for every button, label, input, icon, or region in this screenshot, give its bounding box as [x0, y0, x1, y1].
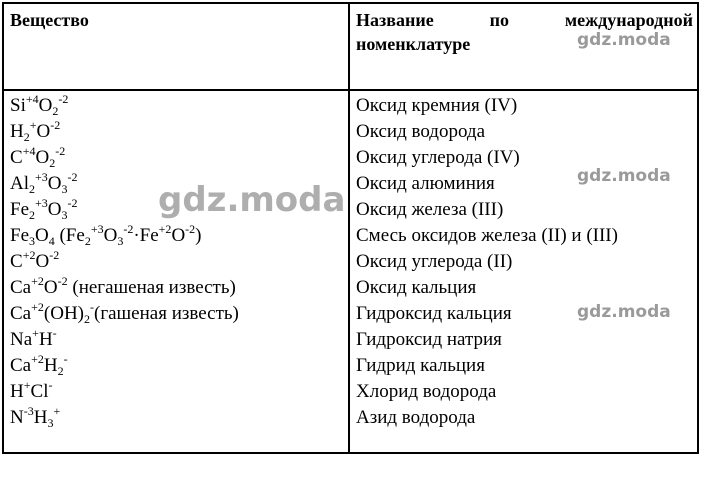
name-row: Оксид углерода (II): [356, 251, 513, 272]
formula-row: $Ca^{+2}H_2^-$: [10, 352, 68, 378]
header-divider: [4, 89, 697, 91]
name-row: Оксид алюминия: [356, 173, 495, 194]
watermark: gdz.moda: [577, 30, 671, 50]
formula-row: H+Cl-: [10, 378, 53, 402]
name-row: Гидроксид кальция: [356, 303, 512, 324]
header-word: Название: [356, 10, 434, 30]
name-row: Оксид углерода (IV): [356, 147, 520, 168]
formula-row: $Fe_2^{+3}O_3^{-2}$: [10, 196, 78, 222]
header-word: международной: [564, 10, 693, 30]
formula-row: $Ca^{+2}(OH)_2^-(гашеная$ известь): [10, 300, 239, 326]
name-row: Азид водорода: [356, 407, 476, 428]
name-row: Оксид железа (III): [356, 199, 504, 220]
formula-row: $H_2^+O^{-2}$: [10, 118, 61, 144]
formula-row: $Ca^{+2}O^{-2}$ (негашеная известь): [10, 274, 236, 298]
name-row: Оксид кальция: [356, 277, 477, 298]
substances-table: [2, 2, 699, 454]
header-word: по: [489, 10, 509, 30]
name-row: Оксид водорода: [356, 121, 486, 142]
formula-column: [10, 93, 239, 431]
name-row: Смесь оксидов железа (II) и (III): [356, 225, 618, 246]
formula-row: Na+H-: [10, 326, 57, 350]
header-name-line2: номенклатуре: [356, 34, 471, 54]
name-row: Гидроксид натрия: [356, 329, 502, 350]
name-row: Оксид кремния (IV): [356, 95, 518, 116]
formula-row: $N^{-3}H_3^+$: [10, 404, 61, 430]
name-row: Гидрид кальция: [356, 355, 485, 376]
name-row: Хлорид водорода: [356, 381, 497, 402]
watermark: gdz.moda: [577, 166, 671, 186]
formula-row: $C^{+4}O_2^{-2}$: [10, 144, 66, 170]
watermark-large: gdz.moda: [158, 180, 346, 220]
name-column: [356, 93, 618, 431]
formula-row: $Si^{+4}O_2^{-2}$: [10, 92, 69, 118]
formula-row: $C^{+2}O^{-2}$: [10, 248, 60, 272]
header-substance: Вещество: [10, 10, 89, 30]
formula-row: $Al_2^{+3}O_3^{-2}$: [10, 170, 78, 196]
formula-row: $Fe_3O_4$ $(Fe_2^{+3}O_3^{-2}\cdot Fe^{+2}O^{-2})$: [10, 222, 202, 248]
watermark: gdz.moda: [577, 302, 671, 322]
header-name-line1: [356, 8, 693, 32]
column-divider: [348, 4, 350, 452]
